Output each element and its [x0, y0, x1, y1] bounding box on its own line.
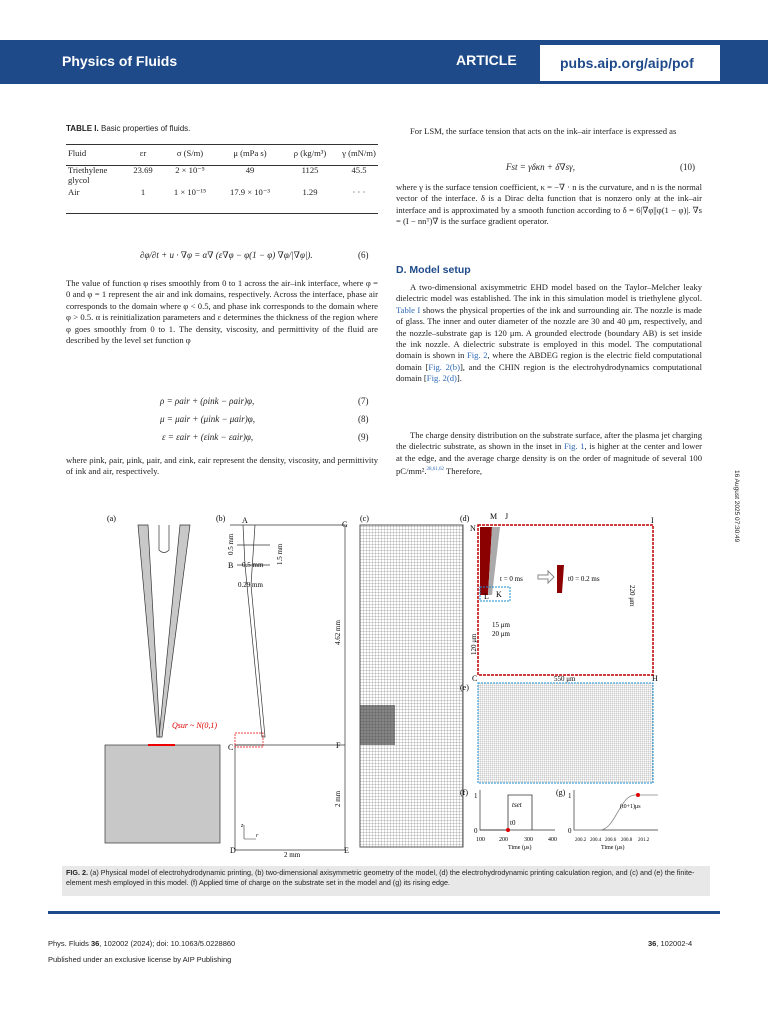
download-stamp: 16 August 2025 07:30:49: [733, 470, 740, 543]
page-number: [648, 939, 692, 948]
page-id: , 102002-4: [656, 939, 693, 948]
dim-label: 0.5 mm: [242, 561, 264, 569]
point-c: C: [228, 743, 234, 752]
table-cell: 17.9 × 10⁻³: [230, 187, 270, 197]
journal-title: Physics of Fluids: [62, 53, 178, 69]
table-cell: 1: [140, 187, 146, 197]
dim-label: 2 mm: [284, 851, 301, 859]
text-run: shows the physical properties of the ink and surrounding air. The nozzle is made of glass. The inner and outer diameter of the nozzle are 30 and 40 μm, respectively, and the nozzle–substrate gap is 120 μm. A grounded electrode (boundary AB) is set inside the ink nozzle. A dielectric substrate is employed in this model. The computational domain is shown in: [396, 304, 702, 361]
x-tick: 200.2: [575, 838, 587, 843]
point-n: N: [470, 524, 476, 533]
x-axis-label: Time (μs): [601, 845, 625, 851]
equation-8: μ = μair + (μink − μair)φ,: [160, 414, 256, 424]
text-run: , is higher at the center and lower at the edge, and the average charge density is on the order of magnitude of several 100 pC/mm².: [396, 441, 702, 477]
x-tick: 200.4: [590, 838, 602, 843]
right-paragraph-1: For LSM, the surface tension that acts on the ink–air interface is expressed as: [410, 126, 677, 136]
article-type: ARTICLE: [456, 52, 517, 68]
dim-label: 1.5 mm: [276, 543, 284, 565]
x-tick: 300: [524, 837, 533, 843]
t0-marker: [506, 828, 510, 832]
right-paragraph-4: [396, 430, 702, 477]
left-paragraph-1: The value of function φ rises smoothly from 0 to 1 across the air–ink interface, where φ = 0 and φ = 1 represent the air and ink domains, respectively. Across the interface, phase air corresponds to the domain where φ < 0.5, and phase ink corresponds to the domain where φ > 0.5. α is reinitialization parameters and ε determines the thickness of the region where φ goes smoothly from 0 to 1. The density, viscosity, and permittivity of the fluid are described by the level set function φ: [66, 278, 378, 346]
point-b: B: [228, 561, 234, 570]
substrate: [105, 745, 220, 843]
x-tick: 200: [499, 837, 508, 843]
y-tick: 1: [474, 792, 478, 800]
dim-label: 15 μm: [492, 621, 510, 629]
panel-label-b: (b): [216, 514, 226, 523]
figure-caption-label: FIG. 2.: [66, 868, 88, 877]
t0-label: t0: [510, 819, 516, 827]
point-d: D: [230, 846, 236, 855]
table-row: [66, 159, 378, 186]
table-link[interactable]: Table I: [396, 304, 421, 315]
right-paragraph-2: where γ is the surface tension coefficient, κ = −∇ · n is the curvature, and n is the normal vector of the interface. δ is a Dirac delta function that is nonzero only at the ink–air interface and is approximated by a smooth function according to δ = 6|∇φ||φ(1 − φ)|. ∇s = (I − nnᵀ)∇ is the surface gradient operator.: [396, 182, 702, 227]
axis-arrows: [244, 825, 256, 839]
table-cell: 1 × 10⁻¹⁵: [173, 187, 207, 197]
table-header-cell: ρ (kg/m³): [293, 148, 327, 158]
table-row: [66, 186, 378, 199]
figure-link[interactable]: Fig. 2(b): [428, 361, 460, 372]
figure-link[interactable]: Fig. 2(d): [426, 373, 457, 384]
table-caption-text: Basic properties of fluids.: [100, 124, 191, 133]
table-header-cell: Fluid: [68, 148, 87, 158]
dim-label: 220 μm: [628, 585, 636, 607]
nozzle-drawing: [138, 525, 190, 737]
citation-volume: 36: [90, 939, 100, 948]
figure-caption-text: (a) Physical model of electrohydrodynamic printing, (b) two-dimensional axisymmetric geometry of the model, (d) the electrohydrodynamic printing calculation region, and (c) and (e) the finite-element mesh employed in this model. (f) Applied time of charge on the substrate set in the model and (g) its rising edge.: [66, 868, 695, 887]
axes-g: [574, 790, 658, 830]
citation-journal: Phys. Fluids: [48, 939, 91, 948]
x-axis-label: Time (μs): [508, 845, 532, 851]
y-tick: 0: [474, 827, 478, 835]
table-header-cell: σ (S/m): [176, 148, 204, 158]
rising-edge-curve: [574, 795, 658, 830]
y-tick: 1: [568, 792, 572, 800]
point-j: J: [505, 512, 509, 521]
point-i: I: [651, 516, 654, 525]
x-tick: 201.2: [638, 838, 650, 843]
point-h: H: [652, 674, 658, 683]
axis-z: z: [241, 823, 244, 829]
license-note: Published under an exclusive license by AIP Publishing: [48, 955, 232, 964]
panel-label-d: (d): [460, 514, 470, 523]
panel-label-c: (c): [360, 514, 369, 523]
table-header-cell: γ (mN/m): [342, 148, 376, 158]
dim-label: 550 μm: [554, 675, 576, 683]
panel-label-a: (a): [107, 514, 116, 523]
right-paragraph-3: [396, 282, 702, 385]
table-cell: 1125: [301, 165, 319, 175]
page-volume: 36: [648, 939, 657, 948]
footer-rule: [48, 911, 720, 914]
panel-label-e: (e): [460, 683, 469, 692]
finite-element-mesh: [360, 525, 463, 847]
x-tick: 200.6: [605, 838, 617, 843]
equation-number: (10): [680, 162, 695, 172]
equation-7: ρ = ρair + (ρink − ρair)φ,: [160, 396, 255, 406]
equation-number: (7): [358, 396, 369, 406]
point-k: K: [496, 590, 502, 599]
figure-link[interactable]: Fig. 1: [564, 441, 585, 452]
tset-label: tset: [512, 801, 522, 809]
figure-link[interactable]: Fig. 2: [467, 350, 488, 361]
citation: [48, 939, 235, 948]
table-header-row: [66, 147, 378, 159]
table-cell: 49: [245, 165, 255, 175]
dim-label: 0.29 mm: [238, 581, 263, 589]
point-e: E: [344, 846, 349, 855]
text-run: The charge density distribution on the substrate surface, after the plasma jet charging the dielectric substrate, as shown in the inset in: [396, 430, 703, 452]
text-run: , where the ABDEG region is the electric field computational domain [: [396, 350, 703, 372]
text-run: A two-dimensional axisymmetric EHD model based on the Taylor–Melcher leaky dielectric model was established. The ink in this simulation model is triethylene glycol.: [396, 282, 702, 304]
figure-2: [60, 505, 710, 865]
table-cell: 2 × 10⁻⁵: [175, 165, 205, 175]
table-cell: 23.69: [133, 165, 153, 175]
table-header-cell: εr: [139, 148, 147, 158]
citation-doi[interactable]: , 102002 (2024); doi: 10.1063/5.0228860: [99, 939, 236, 948]
point-a: A: [242, 516, 248, 525]
text-run: Therefore,: [444, 466, 483, 477]
table-caption: [66, 124, 190, 133]
text-run: ].: [456, 373, 462, 384]
dim-label: 2 mm: [334, 790, 342, 807]
time-label: t = 0 ms: [500, 575, 523, 583]
table-cell: Triethylene glycol: [68, 165, 108, 185]
x-tick: 400: [548, 837, 557, 843]
point-g: G: [342, 520, 348, 529]
table-cell: · · ·: [352, 187, 366, 197]
axes-f: [480, 790, 555, 830]
charge-distribution-label: Qsur ~ N(0,1): [172, 721, 217, 730]
dim-label: 0.5 mm: [227, 533, 235, 555]
axis-r: r: [256, 833, 259, 839]
rise-label: (t0+1)μs: [620, 804, 641, 810]
table-bottom-rule: [66, 213, 378, 214]
computation-domain: [478, 525, 653, 675]
mesh-dense-region: [360, 705, 395, 745]
x-tick: 100: [476, 837, 485, 843]
table-cell: 45.5: [351, 165, 367, 175]
point-l: L: [484, 592, 489, 601]
point-m: M: [490, 512, 498, 521]
finite-element-mesh-zoom: [478, 683, 653, 783]
fluid-properties-table: [66, 147, 378, 199]
section-heading: D. Model setup: [396, 264, 471, 276]
geometry-outline: [230, 525, 345, 850]
reference-links[interactable]: 28,61,62: [426, 467, 445, 473]
panel-label-f: (f): [460, 788, 468, 797]
left-paragraph-2: where ρink, ρair, μink, μair, and εink, εair represent the density, viscosity, and permittivity of ink and air, respectively.: [66, 455, 378, 477]
equation-9: ε = εair + (εink − εair)φ,: [162, 432, 254, 442]
equation-number: (9): [358, 432, 369, 442]
dim-label: 120 μm: [470, 633, 478, 655]
y-tick: 0: [568, 827, 572, 835]
figure-caption: [62, 866, 710, 896]
table-cell: 1.29: [302, 187, 318, 197]
table-header-cell: μ (mPa s): [233, 148, 267, 158]
pulse-curve: [480, 795, 532, 830]
table-top-rule: [66, 144, 378, 145]
point-c-d: C: [472, 674, 478, 683]
equation-6: ∂φ/∂t + u · ∇φ = α∇ (ε∇φ − φ(1 − φ) ∇φ/|∇φ|).: [140, 250, 313, 260]
table-cell: Air: [68, 187, 80, 197]
equation-10: Fst = γδκn + δ∇sγ,: [506, 162, 575, 172]
journal-url[interactable]: pubs.aip.org/aip/pof: [560, 55, 694, 71]
rise-marker: [636, 793, 640, 797]
panel-label-g: (g): [556, 788, 566, 797]
time-label: t0 = 0.2 ms: [568, 575, 600, 583]
dim-label: 4.62 mm: [334, 620, 342, 645]
equation-number: (6): [358, 250, 369, 260]
text-run: ], and the CHIN region is the electrohydrodynamics computational domain [: [396, 361, 702, 384]
point-f: F: [336, 741, 341, 750]
x-tick: 200.8: [621, 838, 633, 843]
table-caption-label: TABLE I.: [66, 124, 99, 133]
dim-label: 20 μm: [492, 630, 510, 638]
equation-number: (8): [358, 414, 369, 424]
